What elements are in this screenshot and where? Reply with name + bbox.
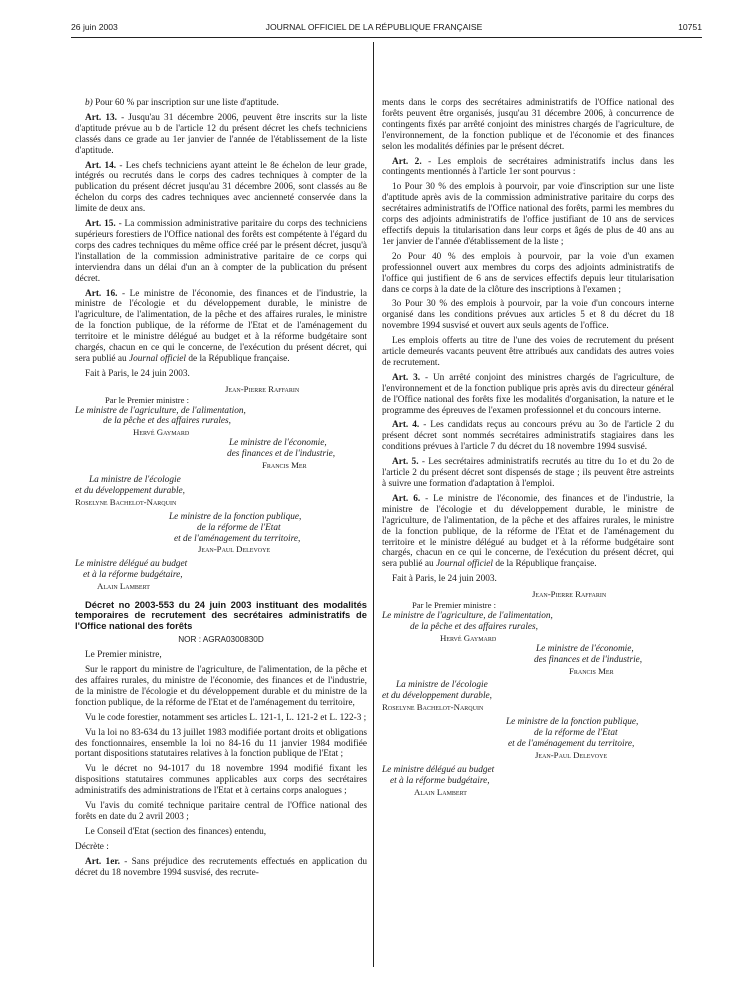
list-item-1: 1o Pour 30 % des emplois à pourvoir, par voie d'inscription sur une liste d'aptitude après avis de la commission administrative paritaire du corps des secrétaires administratifs de l'Office national des forêts, parmi les membres du corps des adjoints administratifs de l'office justifiant de 10 ans de services effectifs depuis la titularisation dans leur corps et âgés de plus de 40 ans au 1er janvier de l'année d'établissement de la liste ;: [382, 182, 674, 247]
decree-paragraph: Le Premier ministre,: [85, 650, 162, 661]
article-13: [75, 113, 367, 157]
decree-paragraph: Vu la loi no 83-634 du 13 juillet 1983 modifiée portant droits et obligations des fonctionnaires, ensemble la loi no 84-16 du 11 janvier 1984 modifiée portant dispositions statutaires relatives à la fonction publique de l'Etat ;: [75, 727, 367, 760]
column-divider: [373, 42, 374, 967]
list-item-2: 2o Pour 40 % des emplois à pourvoir, par la voie d'un examen professionnel ouvert aux membres du corps des adjoints administratifs de l'office qui justifient de 6 ans de services effectifs depuis leur titularisation dans ce corps à la date de la clôture des inscriptions à l'examen ;: [382, 251, 674, 295]
fait-a-paris: Fait à Paris, le 24 juin 2003.: [85, 368, 190, 379]
signatory-name: Francis Mer: [262, 460, 307, 471]
vacancy-paragraph: Les emplois offerts au titre de l'une des voies de recrutement du présent article demeurés vacants peuvent être attribués aux candidats des autres voies de recrutement.: [382, 336, 674, 368]
article-label: Art. 2.: [392, 156, 422, 167]
header-title: JOURNAL OFFICIEL DE LA RÉPUBLIQUE FRANÇAISE: [265, 22, 483, 32]
signatory-title: et du développement durable,: [382, 691, 492, 702]
pm-by: Par le Premier ministre :: [105, 394, 190, 405]
article-label: Art. 16.: [85, 288, 118, 299]
nor-reference: NOR : AGRA0300830D: [178, 635, 264, 645]
signatory-name: Alain Lambert: [414, 786, 467, 797]
decree-paragraph: Vu le code forestier, notamment ses articles L. 121-1, L. 121-2 et L. 122-3 ;: [85, 712, 367, 723]
signatory-title: La ministre de l'écologie: [396, 680, 488, 691]
article-text: - Un arrêté conjoint des ministres chargés de l'agriculture, de l'environnement et de la fonction publique pris après avis du directeur général de l'Office national des forêts fixe les modalités d'organisation, la nature et le programme des épreuves de l'examen professionnel et du concours interne.: [382, 372, 674, 416]
article-text: - Les candidats reçus au concours prévu au 3o de l'article 2 du présent décret sont nommés secrétaires administratifs stagiaires dans les conditions prévues à l'article 7 du décret du 18 novembre 1994 susvisé.: [382, 420, 674, 453]
signatory-title: de la pêche et des affaires rurales,: [410, 621, 538, 632]
article-text: - Le ministre de l'économie, des finances et de l'industrie, la ministre de l'écologie et du développement durable, le ministre de l'agriculture, de l'alimentation, de la pêche et des affaires rurales, le ministre de la fonction publique, de la réforme de l'Etat et de l'aménagement du territoire et le ministre délégué au budget et à la réforme budgétaire sont chargés, chacun en ce qui le concerne, de l'exécution du présent décret, qui sera publié au: [382, 493, 674, 570]
article-label: Art. 6.: [392, 493, 421, 504]
signatory-title: et de l'aménagement du territoire,: [174, 533, 301, 544]
signatory-title: et du développement durable,: [75, 485, 185, 496]
signatory-name: Francis Mer: [569, 665, 614, 676]
signatory-title: Le ministre de la fonction publique,: [169, 511, 302, 522]
fait-a-paris: Fait à Paris, le 24 juin 2003.: [392, 574, 497, 585]
signature-block: [75, 384, 367, 592]
article-label: Art. 13.: [85, 112, 117, 123]
article-label: Art. 1er.: [85, 856, 120, 867]
signatory-title: La ministre de l'écologie: [89, 475, 181, 485]
signatory-name: Hervé Gaymard: [133, 427, 190, 438]
pm-name: Jean-Pierre Raffarin: [225, 383, 300, 394]
signatory-title: Le ministre de l'agriculture, de l'alimentation,: [75, 405, 246, 416]
decree-title: Décret no 2003-553 du 24 juin 2003 instituant des modalités temporaires de recrutement des secrétaires administratifs de l'Office national des forêts: [75, 599, 367, 631]
article-2: [382, 157, 674, 179]
article-text: - Sans préjudice des recrutements effectués en application du décret du 18 novembre 1994 susvisé, des recrute-: [75, 856, 367, 878]
article-1-continued: ments dans le corps des secrétaires administratifs de l'Office national des forêts peuvent être organisés, jusqu'au 31 décembre 2006, à concurrence de contingents fixés par arrêté conjoint des ministres chargés de l'agriculture, de l'environnement, de la fonction publique et de l'économie et des finances selon les modalités définies par le présent décret.: [382, 98, 674, 152]
decree-paragraph: Vu l'avis du comité technique paritaire central de l'Office national des forêts en date du 2 avril 2003 ;: [75, 801, 367, 822]
signatory-name: Alain Lambert: [97, 581, 150, 592]
header-page-number: 10751: [678, 22, 702, 32]
signatory-title: des finances et de l'industrie,: [227, 449, 336, 460]
header-date: 26 juin 2003: [71, 22, 118, 32]
signatory-title: de la pêche et des affaires rurales,: [103, 416, 231, 427]
signatory-title: Le ministre de l'agriculture, de l'alimentation,: [382, 610, 553, 621]
item-letter: b): [85, 98, 93, 108]
article-text: - Les chefs techniciens ayant atteint le 8e échelon de leur grade, intégrés ou recrutés dans le corps des cadres techniques à compter de la publication du présent décret jusqu'au 31 décembre 2006, sont classés au 8e échelon du corps des cadres techniques avec ancienneté conservée dans la limite de deux ans.: [75, 160, 367, 215]
signatory-name: Roselyne Bachelot-Narquin: [75, 496, 177, 507]
decrete-heading: Décrète :: [75, 841, 109, 852]
signatory-title: de la réforme de l'Etat: [534, 728, 618, 739]
pm-name: Jean-Pierre Raffarin: [532, 589, 607, 600]
signatory-name: Roselyne Bachelot-Narquin: [382, 702, 484, 713]
header-rule: [71, 37, 702, 38]
decree-paragraph: Le Conseil d'Etat (section des finances) entendu,: [85, 826, 267, 837]
signature-block: [382, 589, 674, 797]
article-text: - Les emplois de secrétaires administratifs inclus dans les contingents mentionnés à l'article 1er sont pourvus :: [382, 156, 675, 178]
article-label: Art. 5.: [392, 457, 419, 468]
signatory-name: Jean-Paul Delevoye: [198, 544, 271, 555]
signatory-title: Le ministre de l'économie,: [229, 438, 327, 449]
signatory-title: Le ministre délégué au budget: [382, 764, 495, 775]
article-text: - La commission administrative paritaire du corps des techniciens supérieurs forestiers de l'Office national des forêts est compétente à l'égard du corps des cadres techniques du même office créé par le présent décret, jusqu'à l'installation de la commission administrative paritaire de ce corps qui interviendra dans un délai d'un an à compter de la publication du présent décret.: [75, 219, 367, 284]
article-5: [382, 457, 674, 490]
article-label: Art. 14.: [85, 160, 117, 171]
decree-paragraph: Sur le rapport du ministre de l'agriculture, de l'alimentation, de la pêche et des affaires rurales, du ministre de l'économie, des finances et de l'industrie, de la ministre de l'écologie et du développement durable et du ministre de la fonction publique, de la réforme de l'Etat et de l'aménagement du territoire,: [75, 665, 367, 708]
article-label: Art. 4.: [392, 420, 420, 431]
article-1: [75, 857, 367, 879]
pm-by: Par le Premier ministre :: [412, 600, 497, 611]
signatory-name: Jean-Paul Delevoye: [535, 749, 608, 760]
signatory-name: Hervé Gaymard: [440, 632, 497, 643]
article-label: Art. 3.: [392, 372, 421, 383]
article-label: Art. 15.: [85, 219, 116, 230]
decree-paragraph: Vu le décret no 94-1017 du 18 novembre 1994 modifié fixant les dispositions statutaires communes applicables aux corps des secrétaires administratifs des administrations de l'Etat et à certains corps analogues ;: [75, 764, 367, 797]
article-text: - Les secrétaires administratifs recrutés au titre du 1o et du 2o de l'article 2 du présent décret sont dispensés de stage ; ils peuvent être astreints à suivre une formation d'adaptation à l'emploi.: [382, 457, 674, 489]
article-text-end: de la République française.: [493, 559, 597, 570]
left-column: [75, 98, 367, 883]
signatory-title: et à la réforme budgétaire,: [390, 775, 490, 786]
signatory-title: et à la réforme budgétaire,: [83, 570, 183, 581]
article-16: [75, 289, 367, 365]
paragraph-text: Pour 60 % par inscription sur une liste d'aptitude.: [92, 98, 279, 108]
paragraph-b: [75, 98, 367, 109]
article-15: [75, 219, 367, 284]
signatory-title: de la réforme de l'Etat: [197, 522, 281, 533]
article-14: [75, 161, 367, 216]
article-3: [382, 373, 674, 417]
signatory-title: Le ministre délégué au budget: [75, 559, 188, 570]
article-6: [382, 494, 674, 570]
list-item-3: 3o Pour 30 % des emplois à pourvoir, par la voie d'un concours interne organisé dans les conditions prévues aux articles 5 et 8 du décret du 18 novembre 1994 susvisé et ouvert aux seuls agents de l'office.: [382, 299, 674, 332]
journal-officiel-ref: Journal officiel: [435, 559, 494, 570]
article-text: - Jusqu'au 31 décembre 2006, peuvent être inscrits sur la liste d'aptitude prévue au b de l'article 12 du présent décret les chefs techniciens classés dans ce grade au 1er janvier de l'année de l'établissement de la liste d'aptitude.: [75, 112, 367, 156]
signatory-title: Le ministre de l'économie,: [536, 643, 634, 654]
signatory-title: Le ministre de la fonction publique,: [506, 717, 639, 728]
article-text-end: de la République française.: [186, 353, 290, 364]
right-column: [382, 98, 674, 797]
signatory-title: des finances et de l'industrie,: [534, 654, 643, 665]
article-text: - Le ministre de l'économie, des finances et de l'industrie, la ministre de l'écologie et du développement durable, le ministre de l'agriculture, de l'alimentation, de la pêche et des affaires rurales, le ministre de la fonction publique, de la réforme de l'Etat et de l'aménagement du territoire et le ministre délégué au budget et à la réforme budgétaire sont chargés, chacun en ce qui le concerne, de l'exécution du présent décret, qui sera publié au: [75, 288, 367, 364]
article-4: [382, 420, 674, 453]
signatory-title: et de l'aménagement du territoire,: [508, 738, 635, 749]
journal-officiel-ref: Journal officiel: [128, 353, 187, 364]
